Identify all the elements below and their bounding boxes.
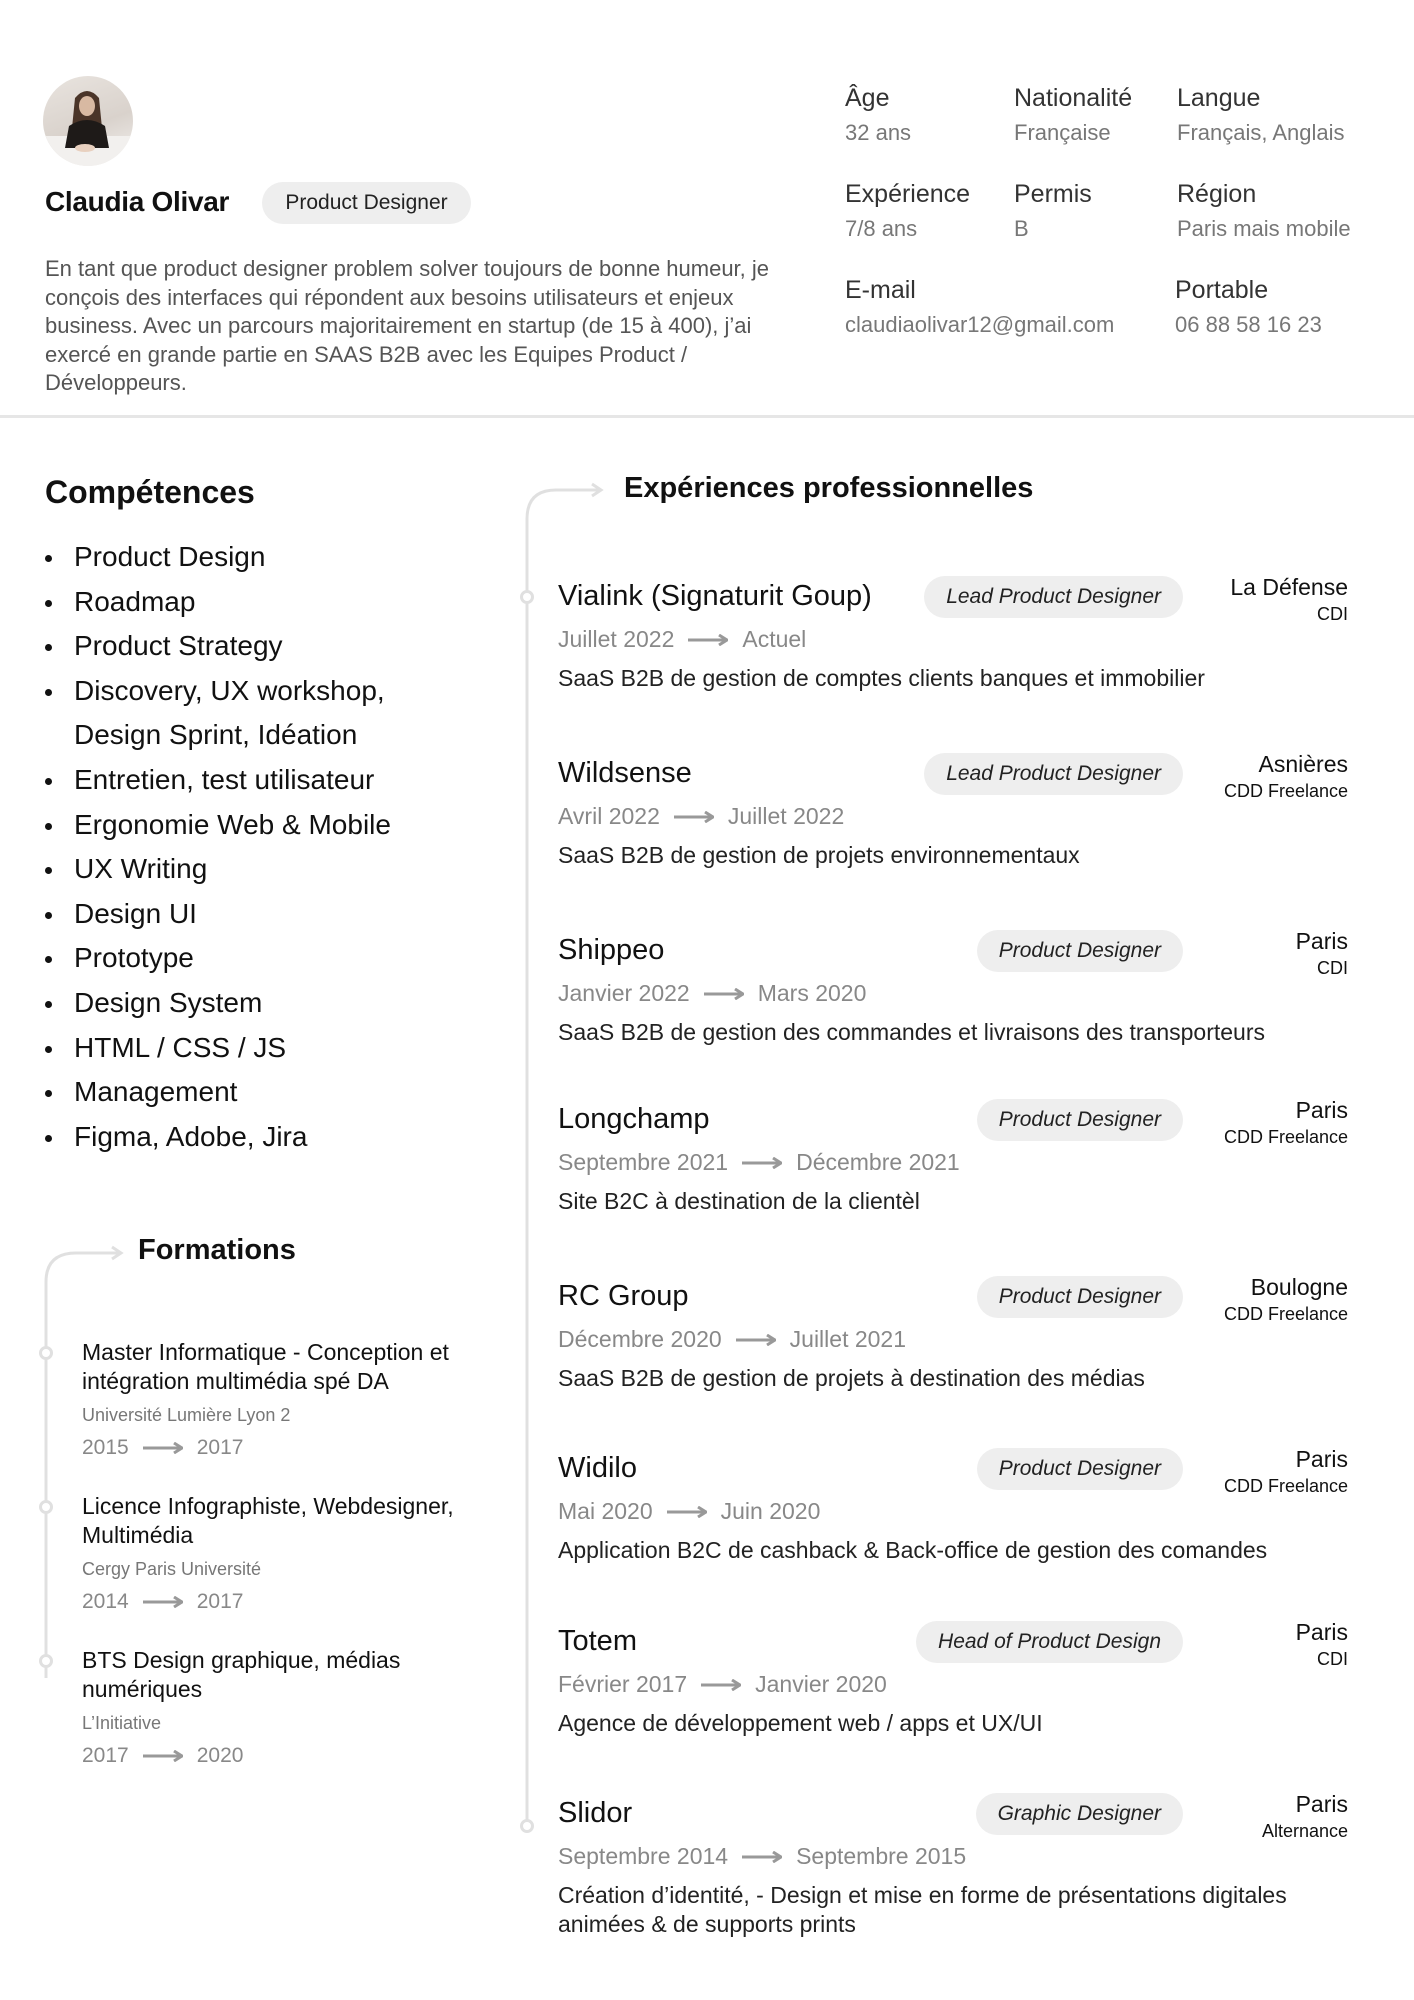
skill-item: Product Strategy	[45, 624, 414, 669]
experience-item	[558, 751, 1348, 927]
skill-item: HTML / CSS / JS	[45, 1026, 414, 1071]
date-start: Mai 2020	[558, 1498, 653, 1524]
header-divider	[0, 415, 1414, 418]
arrow-right-icon	[742, 1157, 782, 1169]
info-value: 32 ans	[845, 120, 912, 145]
experience-dates	[558, 1326, 906, 1353]
info-field	[1014, 84, 1132, 146]
info-value: 7/8 ans	[845, 216, 918, 241]
arrow-right-icon	[674, 811, 714, 823]
experience-contract: Alternance	[1261, 1821, 1348, 1841]
arrow-right-icon	[143, 1750, 183, 1762]
profile-summary: En tant que product designer problem solver toujours de bonne humeur, je conçois des interfaces qui répondent aux besoins utilisateurs et enjeux business. Avec un parcours majoritairement en startup (de 15 à 400), j’ai exercé en grande partie en SAAS B2B avec les Equipes Product / Développeurs.	[45, 256, 770, 395]
arrow-right-icon	[704, 988, 744, 1000]
experience-role-badge: Head of Product Design	[916, 1621, 1183, 1663]
experience-item	[558, 574, 1348, 750]
info-value: Français, Anglais	[1177, 120, 1345, 145]
formation-title: Licence Infographiste, Webdesigner, Multimédia	[82, 1493, 454, 1548]
info-field	[845, 84, 911, 146]
timeline-dot	[41, 1656, 52, 1667]
experiences-heading: Expériences professionnelles	[624, 472, 1034, 504]
experience-contract: CDI	[1317, 958, 1348, 978]
formation-title: Master Informatique - Conception et intégration multimédia spé DA	[82, 1339, 449, 1394]
info-label: Langue	[1177, 84, 1261, 112]
date-start: Avril 2022	[558, 803, 660, 829]
date-start: Septembre 2014	[558, 1843, 729, 1869]
skill-item: Entretien, test utilisateur	[45, 758, 414, 803]
experience-description: Agence de développement web / apps et UX/UI	[558, 1710, 1043, 1736]
date-start: 2015	[82, 1436, 129, 1459]
skills-list	[45, 535, 414, 1159]
info-label: Nationalité	[1014, 84, 1133, 112]
experience-contract: CDI	[1317, 1649, 1348, 1669]
experience-role-badge: Product Designer	[977, 1099, 1183, 1141]
date-end: 2020	[196, 1744, 244, 1767]
date-end: Juin 2020	[720, 1498, 821, 1524]
formations-heading: Formations	[138, 1234, 296, 1266]
experience-item	[558, 1274, 1348, 1450]
experience-dates	[558, 626, 806, 653]
experience-location	[1230, 574, 1348, 625]
experience-company: Widilo	[558, 1452, 637, 1484]
formation-dates	[82, 1744, 482, 1768]
info-label: Région	[1177, 180, 1257, 208]
skill-item: Ergonomie Web & Mobile	[45, 803, 414, 848]
info-field	[1014, 180, 1092, 242]
skill-item: Roadmap	[45, 580, 414, 625]
formation-item	[82, 1338, 482, 1460]
skill-item: Figma, Adobe, Jira	[45, 1115, 414, 1160]
experience-city: Asnières	[1258, 751, 1348, 777]
formation-title: BTS Design graphique, médias numériques	[82, 1647, 401, 1702]
info-field	[1177, 84, 1345, 146]
experience-location	[1224, 1274, 1348, 1325]
experience-item	[558, 1619, 1348, 1795]
experience-description: SaaS B2B de gestion de comptes clients banques et immobilier	[558, 665, 1205, 691]
experience-location	[1262, 1791, 1348, 1842]
date-end: Mars 2020	[757, 980, 867, 1006]
experience-contract: CDD Freelance	[1223, 1127, 1348, 1147]
experience-company: Shippeo	[558, 934, 665, 966]
date-end: Juillet 2022	[727, 803, 845, 829]
experience-description: SaaS B2B de gestion des commandes et livraisons des transporteurs	[558, 1019, 1265, 1045]
experience-role-badge: Product Designer	[977, 1448, 1183, 1490]
info-value: B	[1014, 216, 1029, 241]
timeline-dot	[522, 592, 533, 603]
timeline-dot	[41, 1502, 52, 1513]
experience-location	[1224, 751, 1348, 802]
experience-description: Application B2C de cashback & Back-office de gestion des comandes	[558, 1537, 1268, 1563]
experience-description: Création d’identité, - Design et mise en forme de présentations digitales animées & de supports prints	[558, 1882, 1287, 1937]
date-start: Septembre 2021	[558, 1149, 729, 1175]
formation-school: Cergy Paris Université	[82, 1559, 262, 1579]
info-field	[1175, 276, 1322, 338]
info-label: Portable	[1175, 276, 1269, 304]
experience-company: Slidor	[558, 1797, 633, 1829]
date-end: 2017	[196, 1436, 244, 1459]
experience-dates	[558, 1149, 960, 1176]
formation-school: L’Initiative	[82, 1713, 162, 1733]
date-start: 2017	[82, 1744, 129, 1767]
arrow-right-icon	[143, 1442, 183, 1454]
arrow-right-icon	[143, 1596, 183, 1608]
experience-city: La Défense	[1230, 574, 1348, 600]
skill-item: UX Writing	[45, 847, 414, 892]
skill-item: Design System	[45, 981, 414, 1026]
experience-role-badge: Product Designer	[977, 1276, 1183, 1318]
info-field	[845, 180, 970, 242]
experience-role-badge: Lead Product Designer	[924, 753, 1183, 795]
experience-item	[558, 928, 1348, 1104]
date-start: Décembre 2020	[558, 1326, 722, 1352]
formation-item	[82, 1646, 482, 1768]
skills-heading: Compétences	[45, 474, 255, 510]
profile-title-badge: Product Designer	[262, 182, 471, 224]
arrow-right-icon	[736, 1334, 776, 1346]
date-end: Janvier 2020	[755, 1671, 887, 1697]
info-value: 06 88 58 16 23	[1175, 312, 1322, 337]
date-end: 2017	[196, 1590, 244, 1613]
date-end: Juillet 2021	[789, 1326, 907, 1352]
info-label: E-mail	[845, 276, 916, 304]
arrow-right-icon	[667, 1506, 707, 1518]
profile-name: Claudia Olivar	[45, 186, 230, 217]
experience-role-badge: Graphic Designer	[976, 1793, 1183, 1835]
experience-dates	[558, 980, 866, 1007]
experience-role-badge: Lead Product Designer	[924, 576, 1183, 618]
date-start: 2014	[82, 1590, 129, 1613]
skill-item: Design UI	[45, 892, 414, 937]
date-start: Janvier 2022	[558, 980, 690, 1006]
formation-item	[82, 1492, 482, 1614]
experience-dates	[558, 1498, 820, 1525]
skill-item: Product Design	[45, 535, 414, 580]
profile-photo-icon	[43, 76, 133, 166]
arrow-right-icon	[701, 1679, 741, 1691]
experience-contract: CDD Freelance	[1223, 1304, 1348, 1324]
date-end: Septembre 2015	[796, 1843, 967, 1869]
experience-dates	[558, 1843, 966, 1870]
experience-company: Totem	[558, 1625, 637, 1657]
info-label: Expérience	[845, 180, 971, 208]
timeline-dot	[41, 1348, 52, 1359]
date-start: Février 2017	[558, 1671, 688, 1697]
experience-item	[558, 1446, 1348, 1622]
experience-dates	[558, 803, 844, 830]
arrow-right-icon	[742, 1851, 782, 1863]
arrow-right-icon	[688, 634, 728, 646]
skill-item: Discovery, UX workshop, Design Sprint, Idéation	[45, 669, 414, 758]
experience-role-badge: Product Designer	[977, 930, 1183, 972]
experience-city: Boulogne	[1250, 1274, 1348, 1300]
experience-item	[558, 1791, 1348, 1967]
formation-dates	[82, 1590, 482, 1614]
experience-city: Paris	[1295, 928, 1348, 954]
info-label: Âge	[845, 84, 890, 112]
info-field	[845, 276, 1114, 338]
experience-contract: CDD Freelance	[1223, 781, 1348, 801]
experience-description: SaaS B2B de gestion de projets environnementaux	[558, 842, 1080, 868]
experience-company: Longchamp	[558, 1103, 710, 1135]
experience-contract: CDI	[1317, 604, 1348, 624]
experience-location	[1296, 928, 1348, 979]
experience-contract: CDD Freelance	[1223, 1476, 1348, 1496]
experience-city: Paris	[1295, 1619, 1348, 1645]
experience-location	[1224, 1446, 1348, 1497]
experience-item	[558, 1097, 1348, 1273]
skill-item: Management	[45, 1070, 414, 1115]
formation-school: Université Lumière Lyon 2	[82, 1405, 291, 1425]
date-end: Décembre 2021	[796, 1149, 960, 1175]
experience-company: Vialink (Signaturit Goup)	[558, 580, 872, 612]
timeline-dot	[522, 1821, 533, 1832]
experience-location	[1296, 1619, 1348, 1670]
experience-description: SaaS B2B de gestion de projets à destination des médias	[558, 1365, 1145, 1391]
skill-item: Prototype	[45, 936, 414, 981]
experience-company: Wildsense	[558, 757, 692, 789]
experience-company: RC Group	[558, 1280, 689, 1312]
date-end: Actuel	[742, 626, 807, 652]
formation-dates	[82, 1436, 482, 1460]
experience-dates	[558, 1671, 887, 1698]
info-label: Permis	[1014, 180, 1092, 208]
info-field	[1177, 180, 1351, 242]
experience-city: Paris	[1295, 1097, 1348, 1123]
avatar	[43, 76, 133, 166]
info-value: claudiaolivar12@gmail.com	[845, 312, 1115, 337]
experience-city: Paris	[1295, 1791, 1348, 1817]
experience-city: Paris	[1295, 1446, 1348, 1472]
experience-location	[1224, 1097, 1348, 1148]
date-start: Juillet 2022	[558, 626, 675, 652]
info-value: Française	[1014, 120, 1111, 145]
experience-description: Site B2C à destination de la clientèl	[558, 1188, 920, 1214]
info-value: Paris mais mobile	[1177, 216, 1351, 241]
